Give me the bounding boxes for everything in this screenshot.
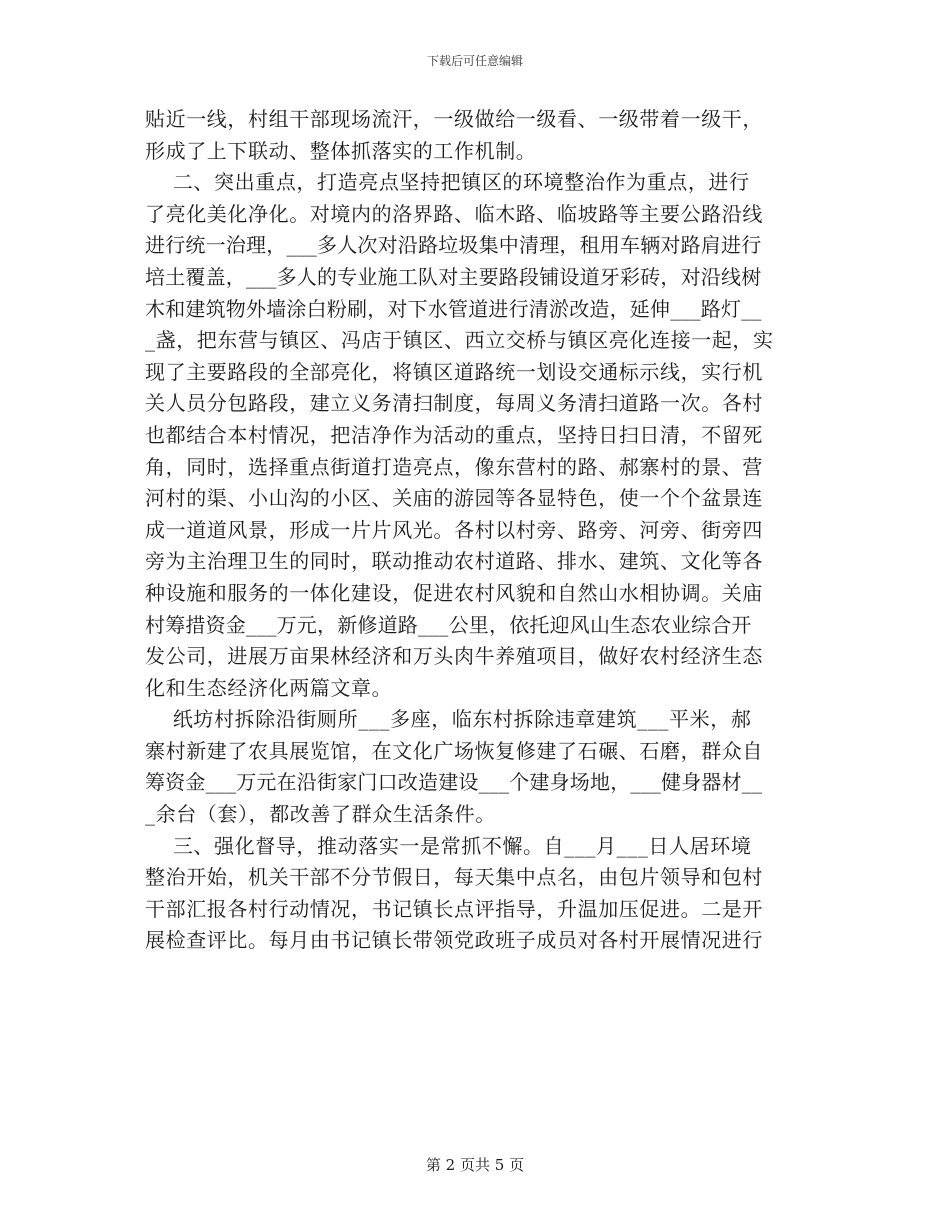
text-line: 种设施和服务的一体化建设，促进农村风貌和自然山水相协调。关庙 xyxy=(145,580,763,605)
text-line: 也都结合本村情况，把洁净作为活动的重点，坚持日扫日清，不留死 xyxy=(145,422,763,447)
text-line: 旁为主治理卫生的同时，联动推动农村道路、排水、建筑、文化等各 xyxy=(145,549,763,574)
text-line: 河村的渠、小山沟的小区、关庙的游园等各显特色，使一个个盆景连 xyxy=(145,486,763,511)
text-line: 发公司，进展万亩果林经济和万头肉牛养殖项目，做好农村经济生态 xyxy=(145,644,763,669)
page-number: 第 2 页共 5 页 xyxy=(425,1156,525,1174)
text-line: 纸坊村拆除沿街厕所___多座，临东村拆除违章建筑___平米，郝 xyxy=(145,707,752,732)
text-line: 整治开始，机关干部不分节假日，每天集中点名，由包片领导和包村 xyxy=(145,865,763,890)
text-line: 了亮化美化净化。对境内的洛界路、临木路、临坡路等主要公路沿线 xyxy=(145,201,763,226)
text-line: 关人员分包路段，建立义务清扫制度，每周义务清扫道路一次。各村 xyxy=(145,391,763,416)
document-body xyxy=(145,104,805,957)
text-line: 村筹措资金___万元，新修道路___公里，依托迎风山生态农业综合开 xyxy=(145,612,752,637)
text-line: 寨村新建了农具展览馆，在文化广场恢复修建了石碾、石磨，群众自 xyxy=(145,738,763,763)
text-line: 现了主要路段的全部亮化，将镇区道路统一划设交通标示线，实行机 xyxy=(145,359,763,384)
text-line: 角，同时，选择重点街道打造亮点，像东营村的路、郝寨村的景、营 xyxy=(145,454,763,479)
text-line: _盏，把东营与镇区、冯店于镇区、西立交桥与镇区亮化连接一起，实 xyxy=(145,328,774,353)
text-line: 贴近一线，村组干部现场流汗，一级做给一级看、一级带着一级干， xyxy=(145,107,763,131)
text-line: 化和生态经济化两篇文章。 xyxy=(145,675,393,700)
text-line: 成一道道风景，形成一片片风光。各村以村旁、路旁、河旁、街旁四 xyxy=(145,517,763,542)
page-header-note: 下载后可任意编辑 xyxy=(426,54,523,68)
text-line: 进行统一治理，___多人次对沿路垃圾集中清理，租用车辆对路肩进行 xyxy=(145,233,762,258)
text-line: 木和建筑物外墙涂白粉刷，对下水管道进行清淤改造，延伸___路灯__ xyxy=(145,296,762,321)
text-line: 展检查评比。每月由书记镇长带领党政班子成员对各村开展情况进行 xyxy=(145,928,763,953)
text-line: 干部汇报各村行动情况，书记镇长点评指导，升温加压促进。二是开 xyxy=(145,896,763,921)
text-line: _余台（套），都改善了群众生活条件。 xyxy=(145,802,496,827)
text-line: 二、突出重点，打造亮点坚持把镇区的环境整治作为重点，进行 xyxy=(145,170,750,195)
text-line: 培土覆盖，___多人的专业施工队对主要路段铺设道牙彩砖，对沿线树 xyxy=(145,264,762,289)
text-line: 形成了上下联动、整体抓落实的工作机制。 xyxy=(145,138,537,163)
text-line: 筹资金___万元在沿街家门口改造建设___个建身场地，___健身器材__ xyxy=(145,770,763,795)
text-line: 三、强化督导，推动落实一是常抓不懈。自___月___日人居环境 xyxy=(145,833,752,858)
